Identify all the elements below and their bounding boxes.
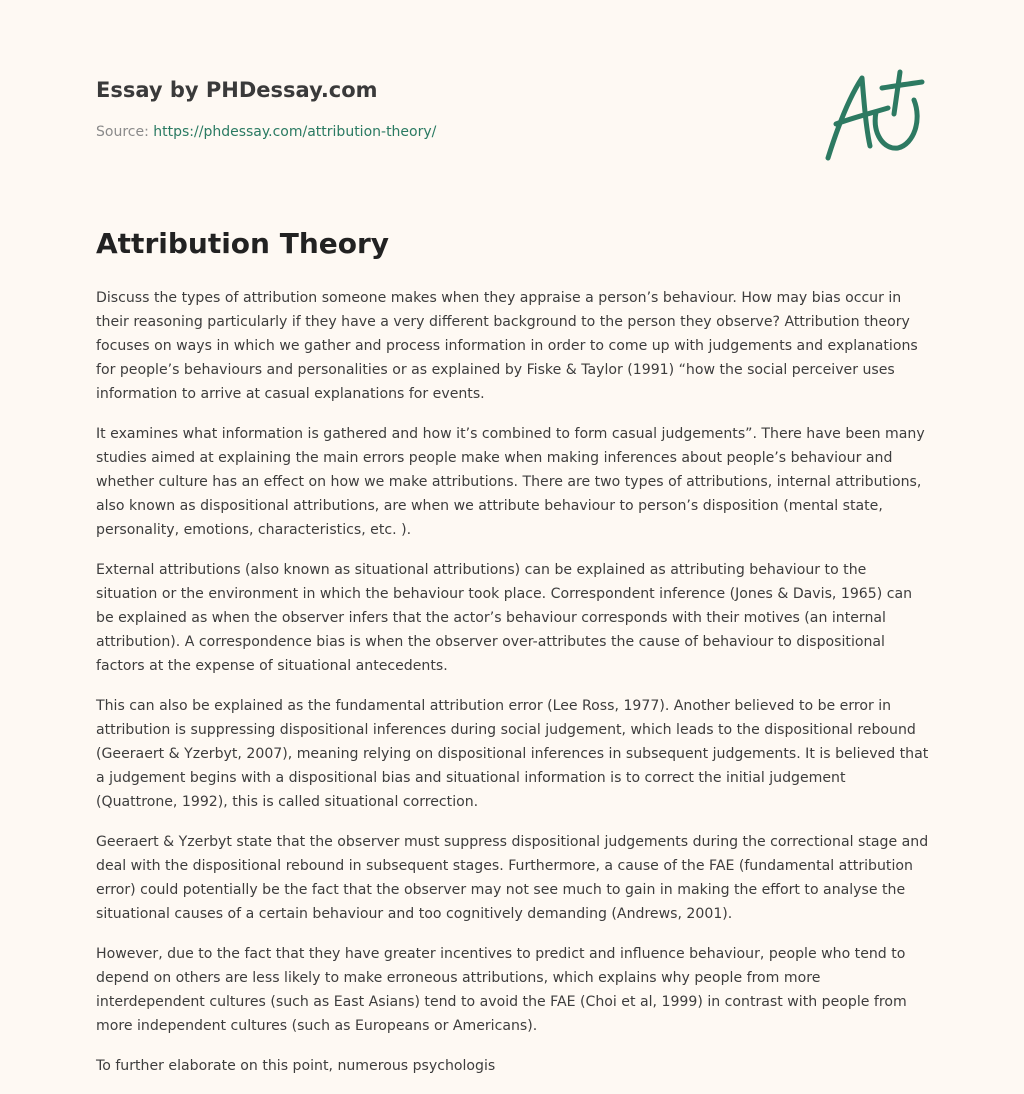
article-paragraph-4: This can also be explained as the fundamental attribution error (Lee Ross, 1977). Another believed to be error in attribution is suppressing dispositional inferences during social judgement, which leads to the dispositional rebound (Geeraert & Yzerbyt, 2007), meaning relying on dispositional inferences in subsequent judgements. It is believed that a judgement begins with a dispositional bias and situational information is to correct the initial judgement (Quattrone, 1992), this is called situational correction. bbox=[96, 698, 929, 810]
article bbox=[96, 224, 930, 1094]
source-link[interactable]: https://phdessay.com/attribution-theory/ bbox=[153, 124, 437, 140]
page-header bbox=[96, 76, 796, 142]
source-label: Source: bbox=[96, 124, 149, 140]
article-paragraph-2: It examines what information is gathered and how it’s combined to form casual judgements”. There have been many studies aimed at explaining the main errors people make when making inferences about people’s behaviour and whether culture has an effect on how we make attributions. There are two types of attributions, internal attributions, also known as dispositional attributions, are when we attribute behaviour to person’s disposition (mental state, personality, emotions, characteristics, etc. ). bbox=[96, 426, 925, 538]
article-title: Attribution Theory bbox=[96, 227, 390, 260]
article-paragraph-1: Discuss the types of attribution someone makes when they appraise a person’s behaviour. How may bias occur in their reasoning particularly if they have a very different background to the person they observe? Attribution theory focuses on ways in which we gather and process information in order to come up with judgements and explanations for people’s behaviours and personalities or as explained by Fiske & Taylor (1991) “how the social perceiver uses information to arrive at casual explanations for events. bbox=[96, 290, 918, 402]
site-brand: Essay by PHDessay.com bbox=[96, 78, 378, 102]
source-line bbox=[96, 122, 796, 142]
article-paragraph-5: Geeraert & Yzerbyt state that the observer must suppress dispositional judgements during the correctional stage and deal with the dispositional rebound in subsequent stages. Furthermore, a cause of the FAE (fundamental attribution error) could potentially be the fact that the observer may not see much to gain in making the effort to analyse the situational causes of a certain behaviour and too cognitively demanding (Andrews, 2001). bbox=[96, 834, 929, 922]
article-paragraph-6: However, due to the fact that they have greater incentives to predict and influence behaviour, people who tend to depend on others are less likely to make erroneous attributions, which explains why people from more interdependent cultures (such as East Asians) tend to avoid the FAE (Choi et al, 1999) in contrast with people from more independent cultures (such as Europeans or Americans). bbox=[96, 946, 907, 1034]
article-paragraph-7: To further elaborate on this point, numerous psychologis bbox=[96, 1058, 496, 1074]
article-paragraph-3: External attributions (also known as situational attributions) can be explained as attributing behaviour to the situation or the environment in which the behaviour took place. Correspondent inference (Jones & Davis, 1965) can be explained as when the observer infers that the actor’s behaviour corresponds with their motives (an internal attribution). A correspondence bias is when the observer over-attributes the cause of behaviour to dispositional factors at the expense of situational antecedents. bbox=[96, 562, 913, 674]
a-plus-logo-icon bbox=[818, 66, 930, 168]
